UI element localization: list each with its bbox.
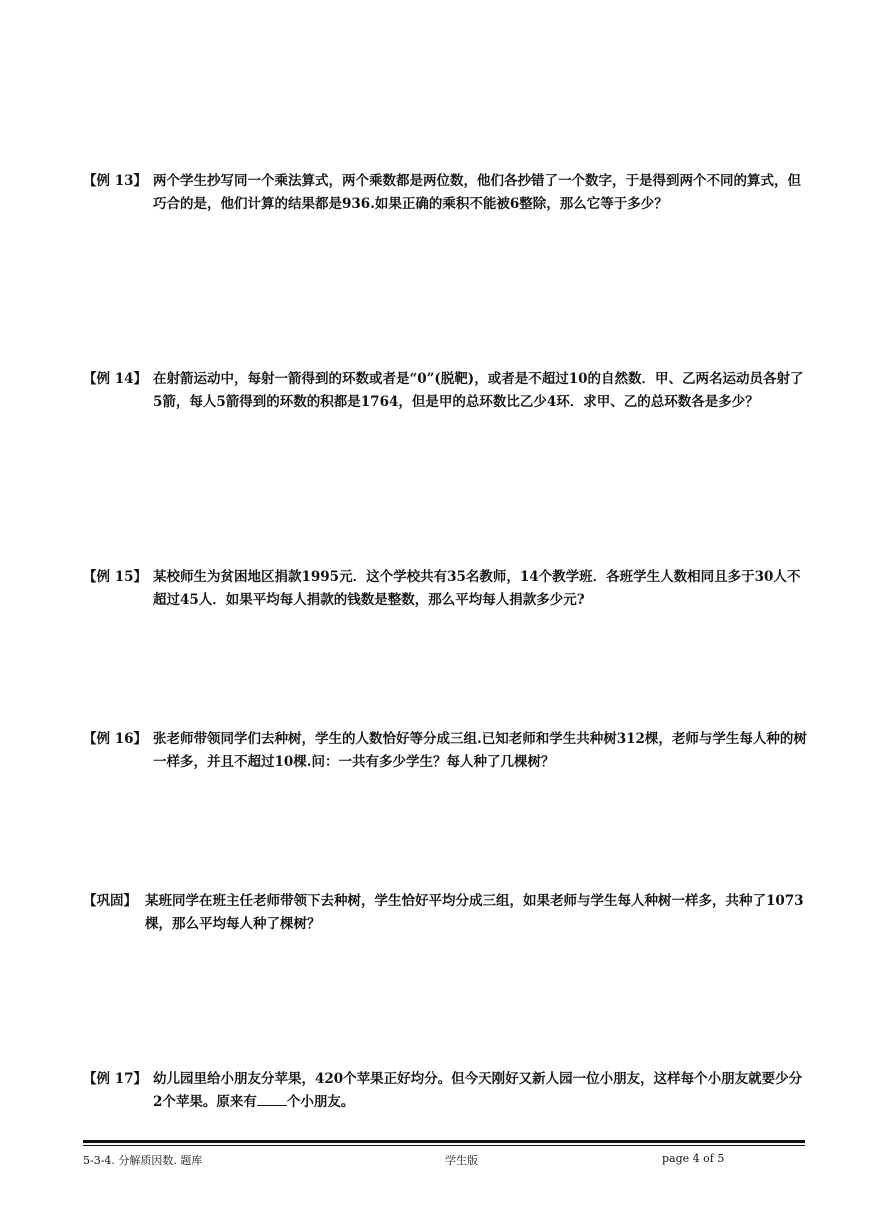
problem-text-after: 个小朋友。 <box>286 1094 355 1110</box>
problem-tag: 【例 16】 <box>83 731 147 747</box>
problem-13 <box>83 170 809 216</box>
problem-17 <box>83 1068 809 1114</box>
problem-16 <box>83 728 809 774</box>
problem-tag: 【例 13】 <box>83 173 147 189</box>
problem-tag: 【例 15】 <box>83 569 147 585</box>
footer-divider-thin <box>83 1145 805 1146</box>
problem-text: 张老师带领同学们去种树，学生的人数恰好等分成三组.已知老师和学生共种树312棵，老师与学生每人种的树一样多，并且不超过10棵.问：一共有多少学生？每人种了几棵树？ <box>153 731 807 770</box>
problem-text <box>153 1068 809 1114</box>
footer-divider <box>83 1140 805 1143</box>
footer-edition: 学生版 <box>445 1154 478 1167</box>
problem-text: 在射箭运动中，每射一箭得到的环数或者是“0”(脱靶)，或者是不超过10的自然数．甲、乙两名运动员各射了5箭，每人5箭得到的环数的积都是1764，但是甲的总环数比乙少4环．求甲、乙的总环数各是多少？ <box>153 371 804 410</box>
problem-text: 两个学生抄写同一个乘法算式，两个乘数都是两位数，他们各抄错了一个数字，于是得到两个不同的算式，但巧合的是，他们计算的结果都是936.如果正确的乘积不能被6整除，那么它等于多少？ <box>153 173 801 212</box>
problem-tag: 【巩固】 <box>83 893 137 909</box>
answer-blank <box>257 1091 287 1106</box>
problem-text-before: 幼儿园里给小朋友分苹果，420个苹果正好均分。但今天刚好又新人园一位小朋友，这样每个小朋友就要少分2个苹果。原来有 <box>153 1071 803 1110</box>
problem-consolidation <box>83 890 809 936</box>
problem-text: 某校师生为贫困地区捐款1995元．这个学校共有35名教师，14个教学班．各班学生人数相同且多于30人不超过45人．如果平均每人捐款的钱数是整数，那么平均每人捐款多少元? <box>153 569 801 608</box>
problem-tag: 【例 17】 <box>83 1071 147 1087</box>
problem-text: 某班同学在班主任老师带领下去种树，学生恰好平均分成三组，如果老师与学生每人种树一样多，共种了1073棵，那么平均每人种了棵树？ <box>145 893 804 932</box>
problem-tag: 【例 14】 <box>83 371 147 387</box>
problem-15 <box>83 566 809 612</box>
footer-doc-title: 5-3-4. 分解质因数. 题库 <box>83 1154 203 1167</box>
footer-page-number: page 4 of 5 <box>662 1152 725 1165</box>
problem-14 <box>83 368 809 414</box>
